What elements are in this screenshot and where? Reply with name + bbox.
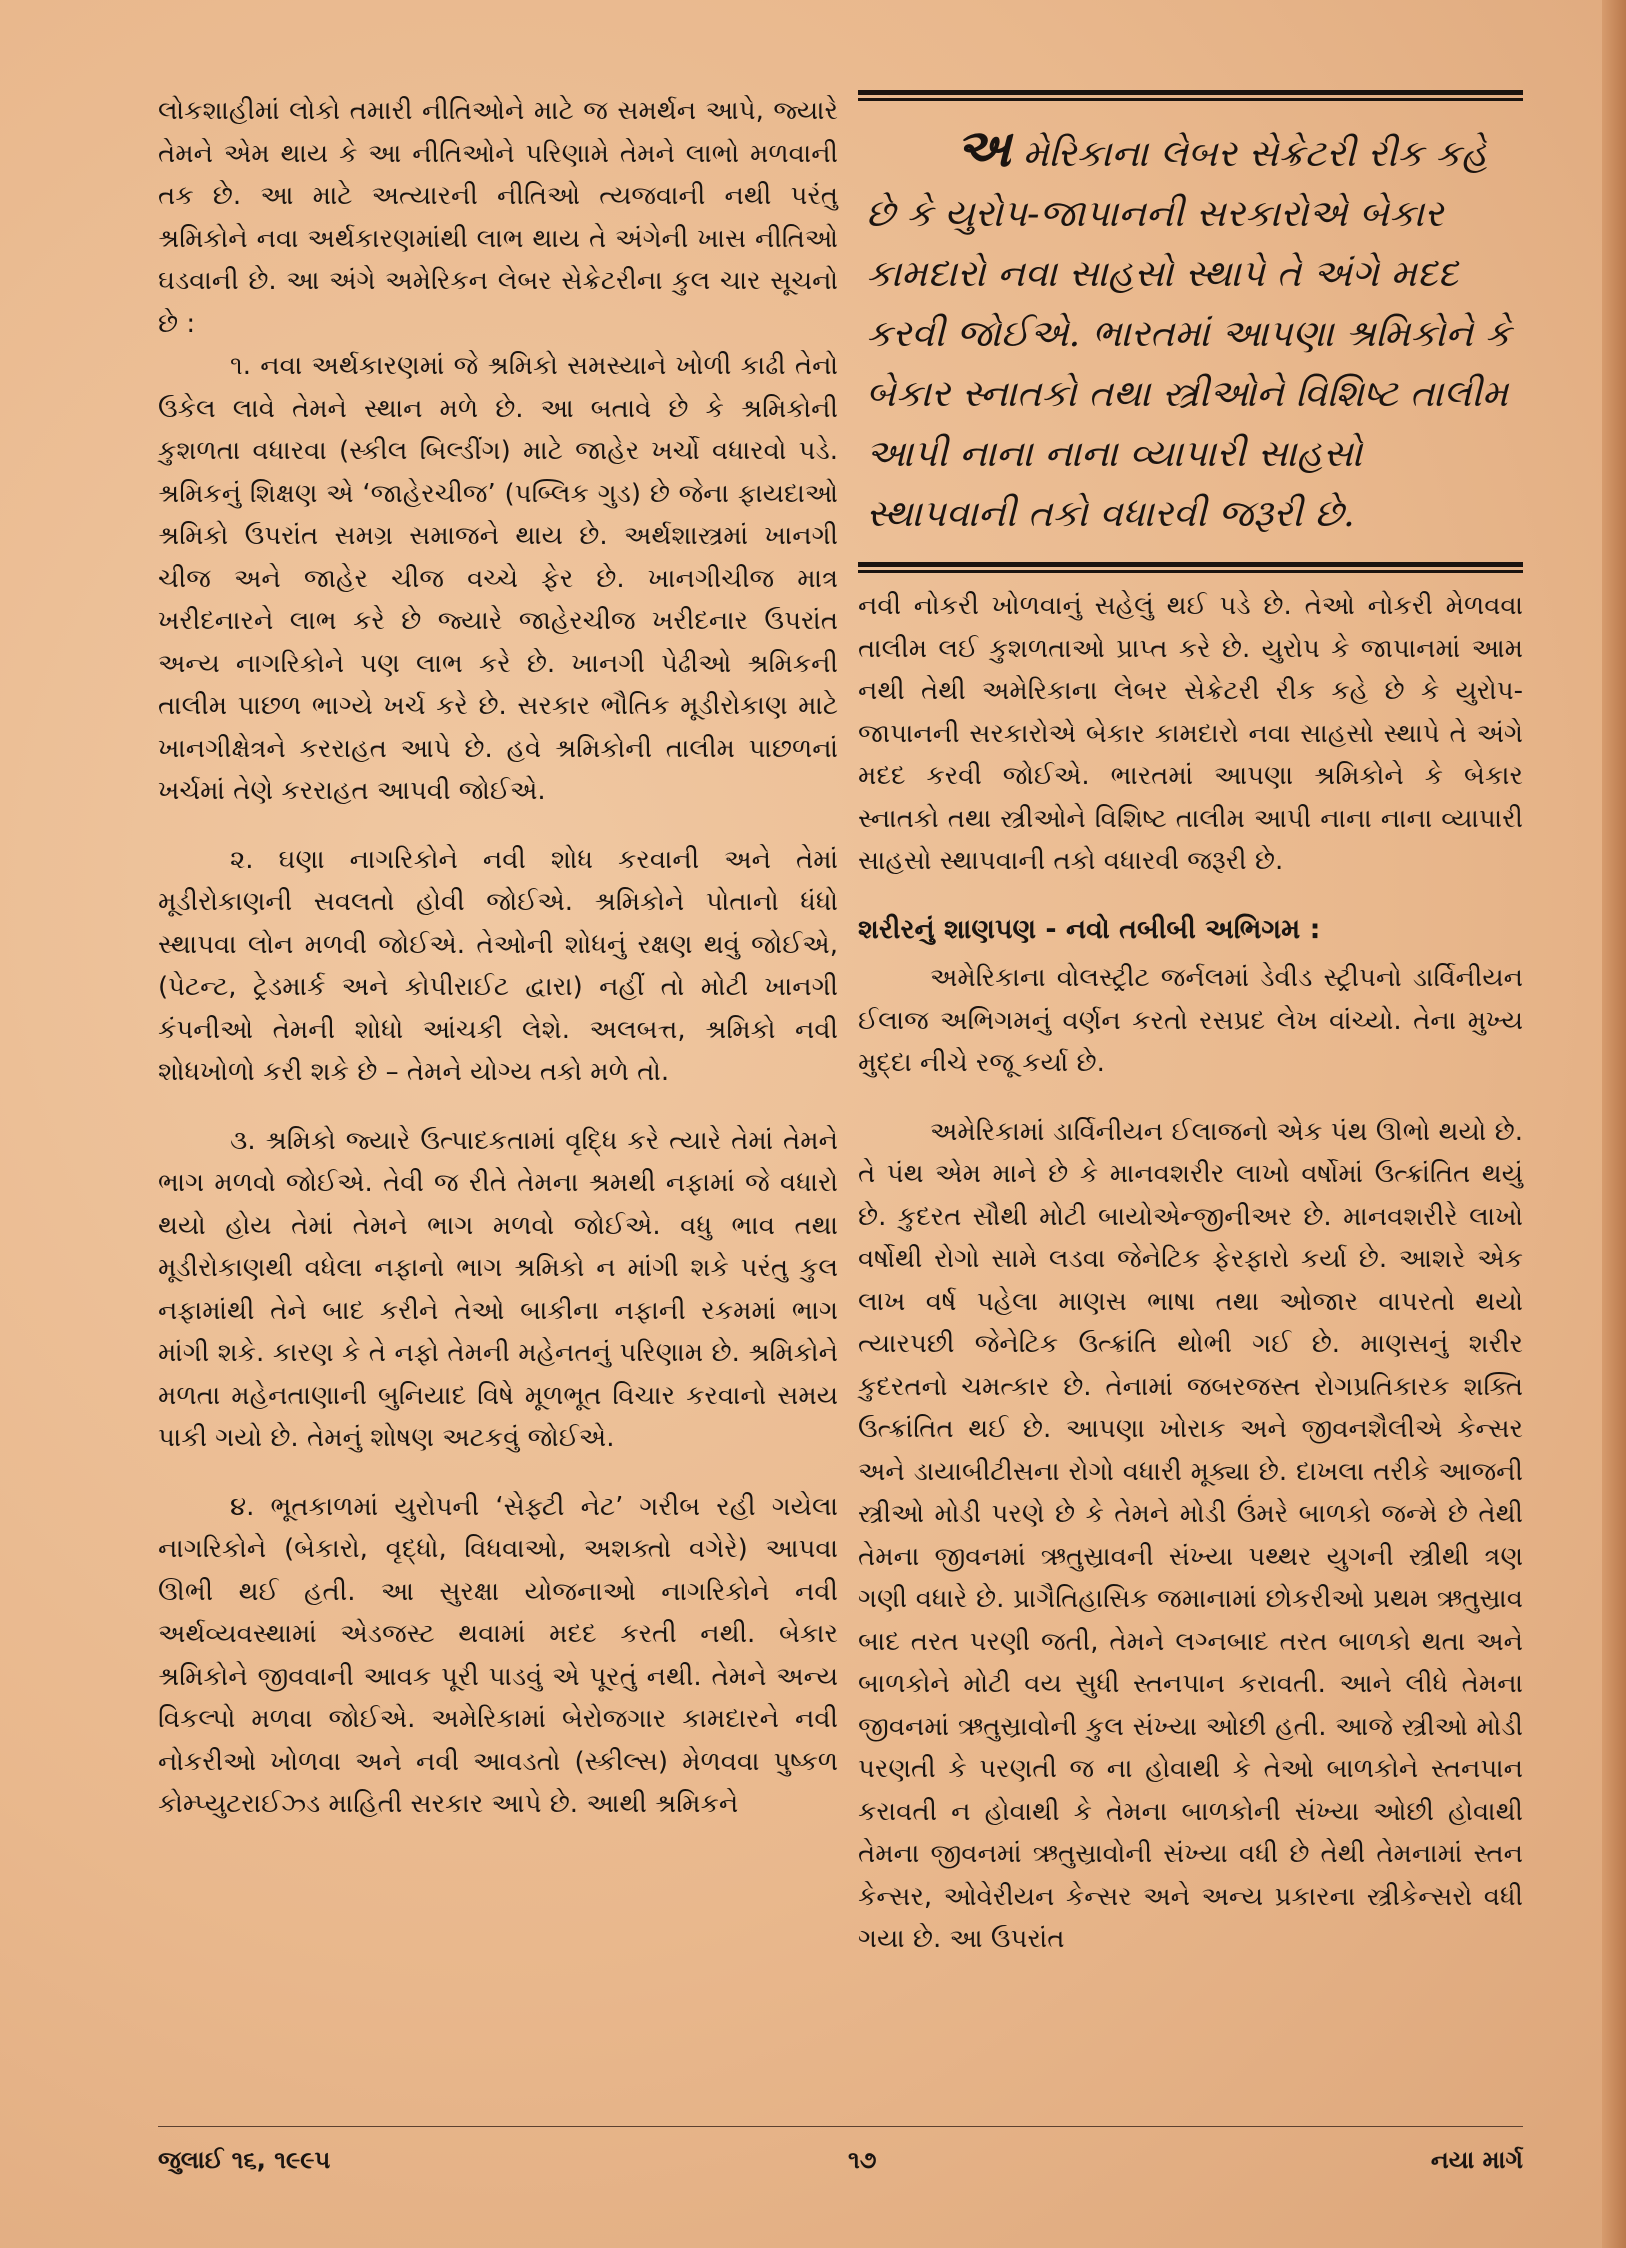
page-footer	[158, 2146, 1523, 2186]
pullquote-bottom-rule	[858, 562, 1523, 573]
pullquote-text: મેરિકાના લેબર સેક્રેટરી રીક કહે છે કે યુરોપ-જાપાનની સરકારોએ બેકાર કામદારો નવા સાહસો સ્થાપે તે અંગે મદદ કરવી જોઈએ. ભારતમાં આપણા શ્રમિકોને કે બેકાર સ્નાતકો તથા સ્ત્રીઓને વિશિષ્ટ તાલીમ આપી નાના નાના વ્યાપારી સાહસો સ્થાપવાની તકો વધારવી જરૂરી છે.	[866, 132, 1511, 535]
article-paragraph-1: અમેરિકાના વોલસ્ટ્રીટ જર્નલમાં ડેવીડ સ્ટ્રીપનો ડાર્વિનીયન ઈલાજ અભિગમનું વર્ણન કરતો રસપ્રદ લેખ વાંચ્યો. તેના મુખ્ય મુદ્દા નીચે રજૂ કર્યા છે.	[858, 963, 1523, 1078]
intro-paragraph: લોકશાહીમાં લોકો તમારી નીતિઓને માટે જ સમર્થન આપે, જ્યારે તેમને એમ થાય કે આ નીતિઓને પરિણામે તેમને લાભો મળવાની તક છે. આ માટે અત્યારની નીતિઓ ત્યજવાની નથી પરંતુ શ્રમિકોને નવા અર્થકારણમાંથી લાભ થાય તે અંગેની ખાસ નીતિઓ ઘડવાની છે. આ અંગે અમેરિકન લેબર સેક્રેટરીના કુલ ચાર સૂચનો છે :	[158, 96, 838, 339]
pullquote	[858, 101, 1523, 562]
pullquote-top-rule	[858, 90, 1523, 101]
continuation-paragraph: નવી નોકરી ખોળવાનું સહેલું થઈ પડે છે. તેઓ નોકરી મેળવવા તાલીમ લઈ કુશળતાઓ પ્રાપ્ત કરે છે. યુરોપ કે જાપાનમાં આમ નથી તેથી અમેરિકાના લેબર સેક્રેટરી રીક કહે છે કે યુરોપ-જાપાનની સરકારોએ બેકાર કામદારો નવા સાહસો સ્થાપે તે અંગે મદદ કરવી જોઈએ. ભારતમાં આપણા શ્રમિકોને કે બેકાર સ્નાતકો તથા સ્ત્રીઓને વિશિષ્ટ તાલીમ આપી નાના નાના વ્યાપારી સાહસો સ્થાપવાની તકો વધારવી જરૂરી છે.	[858, 591, 1523, 876]
point-3-paragraph: ૩. શ્રમિકો જ્યારે ઉત્પાદકતામાં વૃદ્ધિ કરે ત્યારે તેમાં તેમને ભાગ મળવો જોઈએ. તેવી જ રીતે તેમના શ્રમથી નફામાં જે વધારો થયો હોય તેમાં તેમને ભાગ મળવો જોઈએ. વધુ ભાવ તથા મૂડીરોકાણથી વધેલા નફાનો ભાગ શ્રમિકો ન માંગી શકે પરંતુ કુલ નફામાંથી તેને બાદ કરીને તેઓ બાકીના નફાની રકમમાં ભાગ માંગી શકે. કારણ કે તે નફો તેમની મહેનતનું પરિણામ છે. શ્રમિકોને મળતા મહેનતાણાની બુનિયાદ વિષે મૂળભૂત વિચાર કરવાનો સમય પાકી ગયો છે. તેમનું શોષણ અટકવું જોઈએ.	[158, 1125, 838, 1453]
article-paragraph-2: અમેરિકામાં ડાર્વિનીયન ઈલાજનો એક પંથ ઊભો થયો છે. તે પંથ એમ માને છે કે માનવશરીર લાખો વર્ષોમાં ઉત્ક્રાંતિત થયું છે. કુદરત સૌથી મોટી બાયોએન્જીનીઅર છે. માનવશરીરે લાખો વર્ષોથી રોગો સામે લડવા જેનેટિક ફેરફારો કર્યા છે. આશરે એક લાખ વર્ષ પહેલા માણસ ભાષા તથા ઓજાર વાપરતો થયો ત્યારપછી જેનેટિક ઉત્ક્રાંતિ થોભી ગઈ છે. માણસનું શરીર કુદરતનો ચમત્કાર છે. તેનામાં જબરજસ્ત રોગપ્રતિકારક શક્તિ ઉત્ક્રાંતિત થઈ છે. આપણા ખોરાક અને જીવનશૈલીએ કેન્સર અને ડાયાબીટીસના રોગો વધારી મૂક્યા છે. દાખલા તરીકે આજની સ્ત્રીઓ મોડી પરણે છે કે તેમને મોડી ઉંમરે બાળકો જન્મે છે તેથી તેમના જીવનમાં ઋતુસ્રાવની સંખ્યા પથ્થર યુગની સ્ત્રીથી ત્રણ ગણી વધારે છે. પ્રાગૈતિહાસિક જમાનામાં છોકરીઓ પ્રથમ ઋતુસ્રાવ બાદ તરત પરણી જતી, તેમને લગ્નબાદ તરત બાળકો થતા અને બાળકોને મોટી વય સુધી સ્તનપાન કરાવતી. આને લીધે તેમના જીવનમાં ઋતુસ્રાવોની કુલ સંખ્યા ઓછી હતી. આજે સ્ત્રીઓ મોડી પરણતી કે પરણતી જ ના હોવાથી કે તેઓ બાળકોને સ્તનપાન કરાવતી ન હોવાથી કે તેમના બાળકોની સંખ્યા ઓછી હોવાથી તેમના જીવનમાં ઋતુસ્રાવોની સંખ્યા વધી છે તેથી તેમનામાં સ્તન કેન્સર, ઓવેરીયન કેન્સર અને અન્ય પ્રકારના સ્ત્રીકેન્સરો વધી ગયા છે. આ ઉપરાંત	[858, 1116, 1523, 1954]
point-2-paragraph: ૨. ઘણા નાગરિકોને નવી શોધ કરવાની અને તેમાં મૂડીરોકાણની સવલતો હોવી જોઈએ. શ્રમિકોને પોતાનો ધંધો સ્થાપવા લોન મળવી જોઈએ. તેઓની શોધનું રક્ષણ થવું જોઈએ, (પેટન્ટ, ટ્રેડમાર્ક અને કોપીરાઈટ દ્વારા) નહીં તો મોટી ખાનગી કંપનીઓ તેમની શોધો આંચકી લેશે. અલબત્ત, શ્રમિકો નવી શોધખોળો કરી શકે છે – તેમને યોગ્ય તકો મળે તો.	[158, 844, 838, 1087]
page-edge-shadow	[1602, 0, 1626, 2248]
left-column	[158, 90, 838, 1826]
footer-date: જુલાઈ ૧૬, ૧૯૯૫	[158, 2146, 331, 2174]
point-1-paragraph: ૧. નવા અર્થકારણમાં જે શ્રમિકો સમસ્યાને ખોળી કાઢી તેનો ઉકેલ લાવે તેમને સ્થાન મળે છે. આ બતાવે છે કે શ્રમિકોની કુશળતા વધારવા (સ્કીલ બિલ્ડીંગ) માટે જાહેર ખર્ચો વધારવો પડે. શ્રમિકનું શિક્ષણ એ ‘જાહેરચીજ’ (પબ્લિક ગુડ) છે જેના ફાયદાઓ શ્રમિકો ઉપરાંત સમગ્ર સમાજને થાય છે. અર્થશાસ્ત્રમાં ખાનગી ચીજ અને જાહેર ચીજ વચ્ચે ફેર છે. ખાનગીચીજ માત્ર ખરીદનારને લાભ કરે છે જ્યારે જાહેરચીજ ખરીદનાર ઉપરાંત અન્ય નાગરિકોને પણ લાભ કરે છે. ખાનગી પેઢીઓ શ્રમિકની તાલીમ પાછળ ભાગ્યે ખર્ચ કરે છે. સરકાર ભૌતિક મૂડીરોકાણ માટે ખાનગીક્ષેત્રને કરરાહત આપે છે. હવે શ્રમિકોની તાલીમ પાછળનાં ખર્ચમાં તેણે કરરાહત આપવી જોઈએ.	[158, 351, 838, 806]
right-column	[858, 90, 1523, 1961]
point-4-paragraph: ૪. ભૂતકાળમાં યુરોપની ‘સેફ્ટી નેટ’ ગરીબ રહી ગયેલા નાગરિકોને (બેકારો, વૃદ્ધો, વિધવાઓ, અશક્તો વગેરે) આપવા ઊભી થઈ હતી. આ સુરક્ષા યોજનાઓ નાગરિકોને નવી અર્થવ્યવસ્થામાં એડજસ્ટ થવામાં મદદ કરતી નથી. બેકાર શ્રમિકોને જીવવાની આવક પૂરી પાડવું એ પૂરતું નથી. તેમને અન્ય વિકલ્પો મળવા જોઈએ. અમેરિકામાં બેરોજગાર કામદારને નવી નોકરીઓ ખોળવા અને નવી આવડતો (સ્કીલ્સ) મેળવવા પુષ્કળ કોમ્પ્યુટરાઈઝ્ડ માહિતી સરકાર આપે છે. આથી શ્રમિકને	[158, 1491, 838, 1819]
pullquote-drop-letter: અ	[956, 118, 1011, 179]
footer-page-number: ૧૭	[848, 2146, 877, 2174]
footer-publication: નયા માર્ગ	[1430, 2146, 1523, 2174]
section-heading: શરીરનું શાણપણ - નવો તબીબી અભિગમ :	[858, 913, 1321, 945]
footer-rule	[158, 2126, 1523, 2127]
